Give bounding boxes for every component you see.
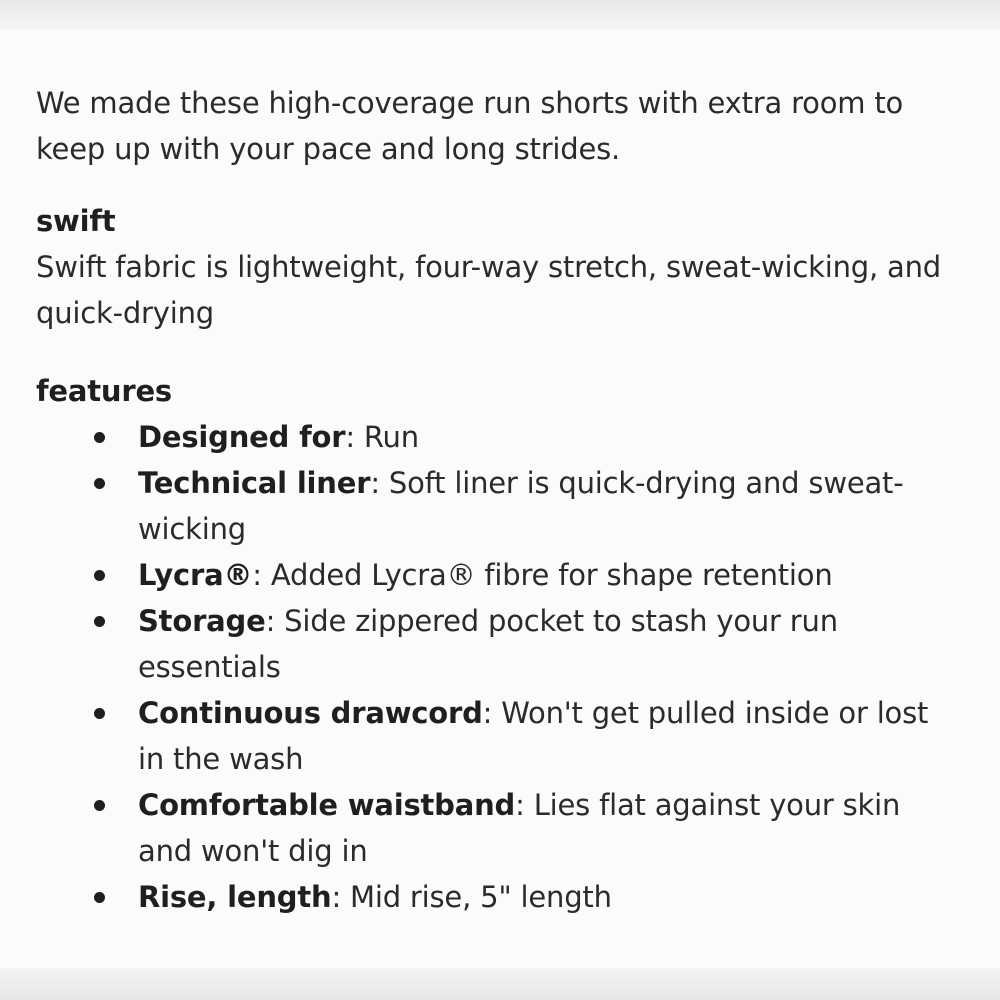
feature-separator: : <box>252 558 271 592</box>
feature-text: Lies flat against your skin and won't dig in <box>138 788 901 868</box>
bullet-icon <box>94 432 105 443</box>
list-item <box>138 874 956 920</box>
feature-label: Storage <box>138 604 266 638</box>
feature-label: Continuous drawcord <box>138 696 483 730</box>
bullet-icon <box>94 616 105 627</box>
intro-text: We made these high-coverage run shorts with extra room to keep up with your pace and long strides. <box>36 86 904 166</box>
feature-label: Designed for <box>138 420 346 454</box>
bullet-icon <box>94 570 105 581</box>
bottom-band <box>0 968 1000 1000</box>
bullet-icon <box>94 800 105 811</box>
feature-separator: : <box>482 696 502 730</box>
list-item <box>138 690 956 782</box>
product-description <box>36 80 956 920</box>
feature-separator: : <box>515 788 534 822</box>
description-panel <box>0 30 1000 968</box>
feature-separator: : <box>331 880 351 914</box>
bullet-icon <box>94 478 105 489</box>
list-item <box>138 414 956 460</box>
feature-separator: : <box>345 420 364 454</box>
list-item <box>138 782 956 874</box>
fabric-description: Swift fabric is lightweight, four-way stretch, sweat-wicking, and quick-drying <box>36 250 941 330</box>
feature-list <box>36 414 956 920</box>
feature-label: Rise, length <box>138 880 332 914</box>
feature-text: Soft liner is quick-drying and sweat-wicking <box>138 466 904 546</box>
list-item <box>138 598 956 690</box>
feature-separator: : <box>370 466 389 500</box>
feature-label: Lycra® <box>138 558 253 592</box>
fabric-heading: swift <box>36 204 116 238</box>
feature-text: Run <box>363 420 419 454</box>
feature-text: Won't get pulled inside or lost in the wash <box>138 696 929 776</box>
feature-label: Comfortable waistband <box>138 788 516 822</box>
feature-label: Technical liner <box>138 466 371 500</box>
feature-separator: : <box>265 604 285 638</box>
feature-text: Side zippered pocket to stash your run essentials <box>138 604 838 684</box>
top-band <box>0 0 1000 30</box>
features-heading: features <box>36 374 172 408</box>
list-item <box>138 552 956 598</box>
bullet-icon <box>94 892 105 903</box>
feature-text: Mid rise, 5" length <box>350 880 612 914</box>
list-item <box>138 460 956 552</box>
bullet-icon <box>94 708 105 719</box>
feature-text: Added Lycra® fibre for shape retention <box>270 558 833 592</box>
